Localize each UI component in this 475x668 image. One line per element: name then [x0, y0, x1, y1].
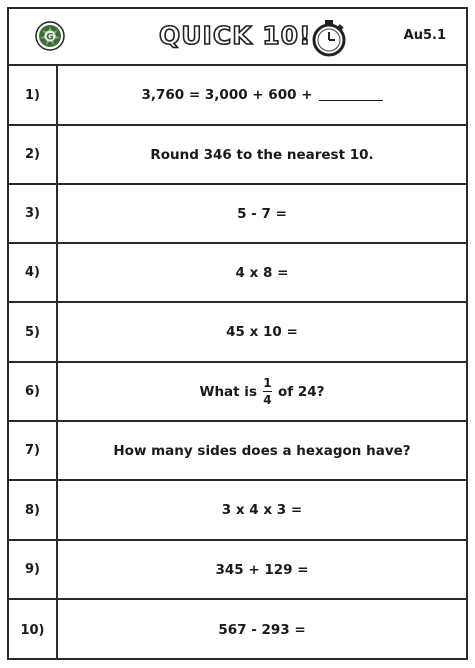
logo-letter: G — [46, 32, 54, 43]
question-text: Round 346 to the nearest 10. — [150, 146, 374, 163]
question-row-2 — [9, 126, 466, 185]
question-6-after: of 24? — [277, 383, 325, 400]
question-text: 3 x 4 x 3 = — [221, 502, 303, 518]
answer-blank[interactable] — [319, 89, 383, 101]
question-row-4 — [9, 244, 466, 303]
header — [9, 9, 466, 66]
question-number: 3) — [25, 206, 40, 221]
question-number: 7) — [25, 443, 40, 458]
question-row-10 — [9, 600, 466, 660]
title-wrap — [159, 18, 359, 58]
question-1-text: 3,760 = 3,000 + 600 + — [141, 87, 313, 103]
question-row-1 — [9, 66, 466, 126]
fraction-bar — [263, 391, 272, 393]
sheet-code: Au5.1 — [403, 28, 446, 43]
question-text: 4 x 8 = — [235, 264, 289, 281]
question-number: 8) — [25, 502, 40, 518]
question-number: 10) — [20, 622, 45, 638]
stopwatch-icon — [309, 18, 349, 58]
question-number: 4) — [25, 265, 40, 280]
question-text: 567 - 293 = — [218, 622, 306, 638]
page-title: QUICK 10! — [159, 21, 312, 50]
question-number: 9) — [25, 562, 40, 577]
question-number: 5) — [25, 324, 40, 340]
question-text: 5 - 7 = — [237, 205, 287, 222]
question-row-7 — [9, 422, 466, 481]
fraction-numerator: 1 — [263, 375, 272, 390]
logo-icon — [35, 21, 65, 51]
question-row-5 — [9, 303, 466, 363]
question-number: 2) — [25, 147, 40, 162]
question-number: 6) — [25, 384, 40, 399]
question-text: 345 + 129 = — [215, 561, 309, 578]
question-text: 45 x 10 = — [226, 324, 298, 340]
question-row-6 — [9, 363, 466, 422]
question-text — [58, 363, 466, 420]
question-text — [58, 66, 466, 124]
fraction — [263, 377, 272, 407]
worksheet — [7, 7, 468, 660]
question-row-8 — [9, 481, 466, 541]
question-6-before: What is — [199, 383, 257, 400]
question-text: How many sides does a hexagon have? — [113, 442, 411, 459]
question-row-9 — [9, 541, 466, 600]
question-number: 1) — [25, 87, 40, 103]
fraction-denominator: 4 — [263, 393, 272, 408]
question-row-3 — [9, 185, 466, 244]
